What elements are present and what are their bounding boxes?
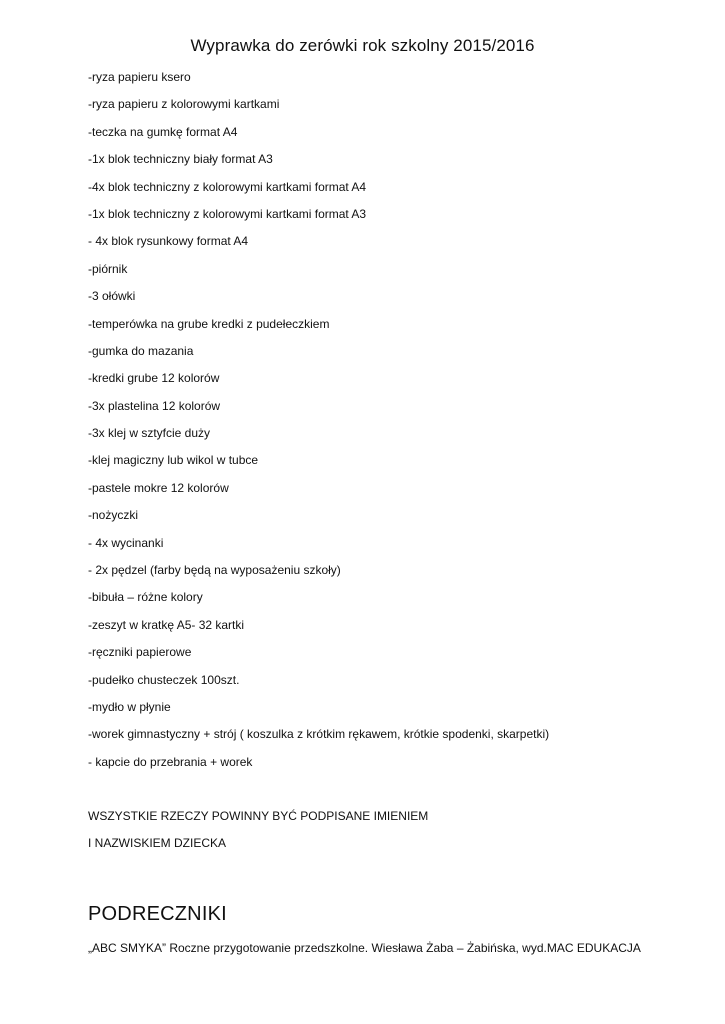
list-item: -zeszyt w kratkę A5- 32 kartki <box>88 617 245 632</box>
list-item: -kredki grube 12 kolorów <box>88 371 220 386</box>
list-item: -ryza papieru z kolorowymi kartkami <box>88 97 280 112</box>
notice-line: WSZYSTKIE RZECZY POWINNY BYĆ PODPISANE IMIENIEM <box>88 809 429 823</box>
list-item: -mydło w płynie <box>88 699 171 714</box>
list-item: -3x plastelina 12 kolorów <box>88 398 221 413</box>
notice-line: I NAZWISKIEM DZIECKA <box>88 836 227 851</box>
list-item: -3 ołówki <box>88 289 136 304</box>
page-title: Wyprawka do zerówki rok szkolny 2015/2016 <box>190 36 535 55</box>
list-item: -gumka do mazania <box>88 343 194 358</box>
textbooks-heading: PODRECZNIKI <box>88 903 227 925</box>
list-item: -ryza papieru ksero <box>88 70 191 84</box>
list-item: -ręczniki papierowe <box>88 645 192 660</box>
list-item: -piórnik <box>88 261 128 276</box>
list-item: -pudełko chusteczek 100szt. <box>88 672 240 687</box>
list-item: -1x blok techniczny biały format A3 <box>88 152 273 167</box>
list-item: - 2x pędzel (farby będą na wyposażeniu szkoły) <box>88 563 341 578</box>
supply-list <box>88 69 549 781</box>
list-item: -worek gimnastyczny + strój ( koszulka z krótkim rękawem, krótkie spodenki, skarpetki) <box>88 727 550 742</box>
list-item: -pastele mokre 12 kolorów <box>88 480 229 495</box>
list-item: -3x klej w sztyfcie duży <box>88 426 211 441</box>
list-item: -klej magiczny lub wikol w tubce <box>88 453 259 468</box>
list-item: -teczka na gumkę format A4 <box>88 124 238 139</box>
list-item: -nożyczki <box>88 508 139 523</box>
labeling-notice <box>88 808 428 863</box>
list-item: -4x blok techniczny z kolorowymi kartkami format A4 <box>88 179 367 194</box>
list-item: -bibuła – różne kolory <box>88 590 203 605</box>
list-item: -1x blok techniczny z kolorowymi kartkami format A3 <box>88 206 367 221</box>
textbook-entry: „ABC SMYKA” Roczne przygotowanie przedszkolne. Wiesława Żaba – Żabińska, wyd.MAC EDUKACJA <box>88 941 641 955</box>
list-item: - 4x wycinanki <box>88 535 164 550</box>
list-item: - 4x blok rysunkowy format A4 <box>88 234 249 249</box>
list-item: - kapcie do przebrania + worek <box>88 754 253 769</box>
list-item: -temperówka na grube kredki z pudełeczkiem <box>88 316 330 331</box>
